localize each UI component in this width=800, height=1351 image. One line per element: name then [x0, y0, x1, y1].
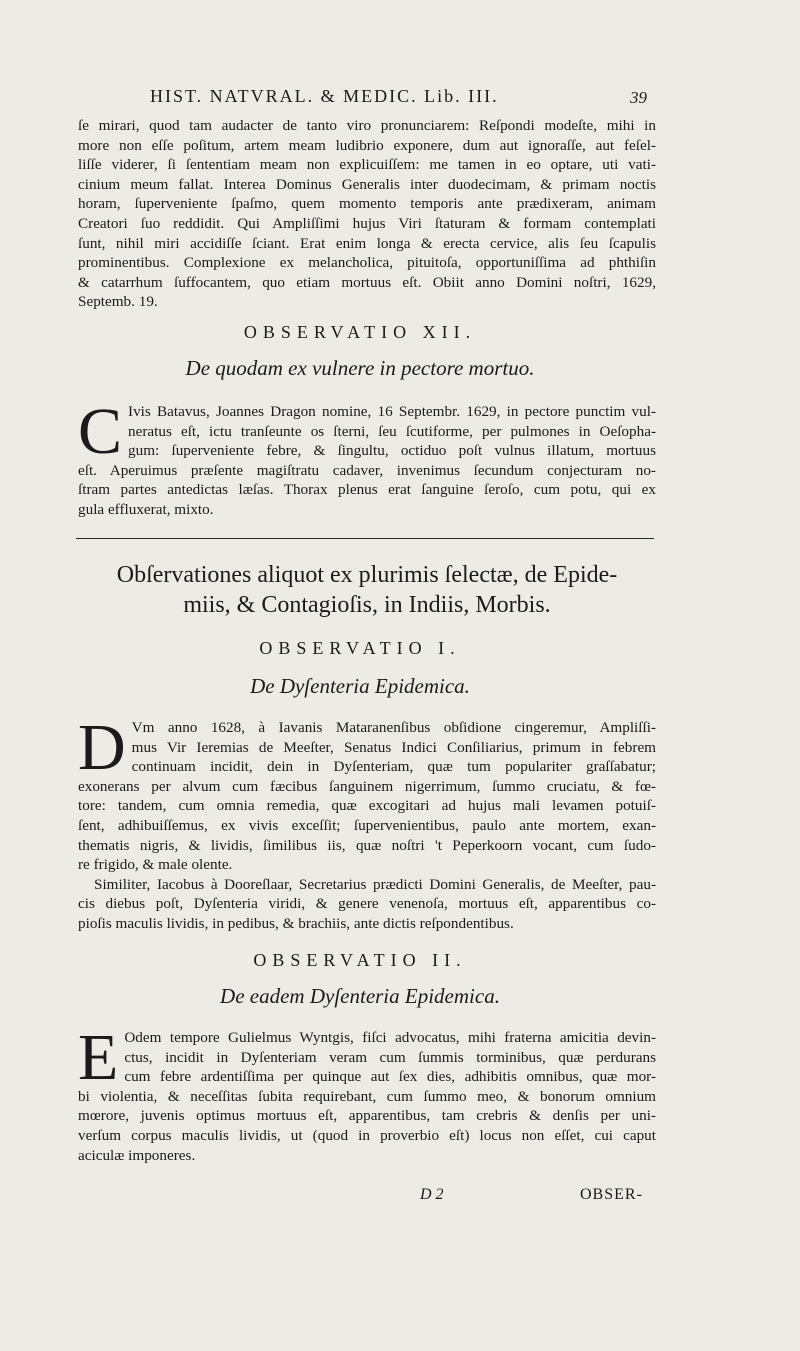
running-head: HIST. NATVRAL. & MEDIC. Lib. III. [150, 86, 499, 106]
text-line: tore: tandem, cum omnia remedia, quæ excogitari ad hujus mali levamen potuiſ- [78, 797, 656, 815]
text-line: liſſe viderer, ſi ſententiam meam non explicuiſſem: me tamen in eo optare, uti vati- [78, 156, 656, 174]
text-line: ſe mirari, quod tam audacter de tanto viro pronunciarem: Reſpondi modeſte, mihi in [78, 117, 656, 134]
text-line: gula effluxerat, mixto. [78, 500, 214, 518]
observation-2-heading: OBSERVATIO II. [253, 950, 467, 970]
text-line: bi violentia, & neceſſitas ſubita requirebant, cum ſummo meo, & bonorum omnium [78, 1087, 656, 1105]
text-line: neratus eſt, ictu tranſeunte os ſterni, ſeu ſcutiforme, per pulmones in Oeſopha- [128, 422, 656, 440]
observation-12-text [78, 395, 656, 520]
text-line: mœrore, juvenis optimus mortuus eſt, apparentibus, tam crebris & denſis per uni- [78, 1107, 656, 1125]
section-title [78, 560, 656, 620]
text-line: aciculæ imponeres. [78, 1146, 196, 1164]
text-line: Ivis Batavus, Joannes Dragon nomine, 16 Septembr. 1629, in pectore punctim vul- [128, 403, 656, 420]
text-line: cum febre ardentiſſima per quinque aut ſex dies, adhibitis omnibus, quæ mor- [124, 1068, 656, 1086]
text-line: eſt. Aperuimus præſente magiſtratu cadaver, invenimus ſecundum conjecturam no- [78, 461, 656, 479]
observation-1-heading: OBSERVATIO I. [259, 638, 461, 658]
text-line: Vm anno 1628, à Iavanis Mataranenſibus obſidione cingeremur, Ampliſſi- [131, 719, 656, 736]
text-line: pioſis maculis lividis, in pedibus, & brachiis, ante dictis reſpondentibus. [78, 914, 514, 932]
text-line: more non eſſe poſitum, artem meam ludibrio exponere, dum aut ignoraſſe, aut feſel- [78, 136, 656, 154]
section-title-line: miis, & Contagioſis, in Indiis, Morbis. [183, 592, 551, 618]
continuation-text [78, 116, 656, 312]
text-line: prominentibus. Complexione ex melancholica, pituitoſa, opportuniſſima ad phthiſin [78, 254, 656, 272]
drop-cap: C [78, 395, 123, 468]
observation-1-title: De Dyſenteria Epidemica. [250, 674, 470, 698]
section-rule [76, 538, 654, 539]
text-line: re frigido, & male olente. [78, 856, 233, 874]
text-line: exonerans per alvum cum fæcibus ſanguinem nigerrimum, ſummo cruciatu, & fœ- [78, 777, 656, 795]
text-line: Similiter, Iacobus à Dooreſlaar, Secretarius prædicti Domini Generalis, de Meeſter, pau- [94, 875, 656, 893]
text-line: mus Vir Ieremias de Meeſter, Senatus Indici Conſiliarius, primum in febrem [131, 738, 656, 756]
text-line: gum: ſuperveniente febre, & ſingultu, octiduo poſt vulnus illatum, mortuus [128, 442, 656, 460]
text-line: continuam incidit, dein in Dyſenteriam, quæ tum populariter graſſabatur; [131, 758, 656, 776]
text-line: & catarrhum ſuffocantem, quo etiam mortuus eſt. Obiit anno Domini noſtri, 1629, [78, 273, 656, 291]
drop-cap: E [78, 1021, 119, 1094]
observation-2-title: De eadem Dyſenteria Epidemica. [220, 984, 500, 1008]
signature-mark: D 2 [420, 1186, 444, 1203]
text-line: Odem tempore Gulielmus Wyntgis, fiſci advocatus, mihi fraterna amicitia devin- [124, 1029, 656, 1046]
text-line: cinium meum fallat. Interea Dominus Generalis inter duodecimam, & primam noctis [78, 175, 656, 193]
text-line: verſum corpus maculis lividis, ut (quod in proverbio eſt) locus non eſſet, cui caput [78, 1126, 656, 1144]
text-line: thematis nigris, & lividis, ſimilibus iis, quæ noſtri 't Peperkoorn vocant, cum ſudo- [78, 836, 656, 854]
text-line: ſtram partes antedictas læſas. Thorax plenus erat ſanguine ſeroſo, cum potu, qui ex [78, 481, 656, 499]
text-line: ctus, incidit in Dyſenteriam veram cum ſummis torminibus, quæ perdurans [124, 1048, 656, 1066]
text-line: horam, ſuperveniente ſpaſmo, quem momento temporis ante prædixeram, animam [78, 195, 656, 213]
observation-1-text [78, 711, 656, 934]
text-line: ſunt, nihil miri accidiſſe ſciant. Erat enim longa & erecta cervice, alis ſeu ſcapulis [78, 234, 656, 252]
observation-12-title: De quodam ex vulnere in pectore mortuo. [185, 356, 535, 380]
text-line: Creatori ſuo reddidit. Qui Ampliſſimi hujus Viri ſtaturam & formam contemplati [78, 214, 656, 232]
drop-cap: D [78, 711, 126, 784]
text-line: ſent, adhibuiſſemus, ex vivis exceſſit; ſupervenientibus, paulo ante mortem, exan- [78, 816, 656, 834]
text-line: Septemb. 19. [78, 293, 158, 311]
section-title-line: Obſervationes aliquot ex plurimis ſelectæ, de Epide- [116, 562, 618, 588]
page-number: 39 [630, 88, 647, 107]
observation-12-heading: OBSERVATIO XII. [243, 322, 477, 342]
observation-2-text [78, 1021, 656, 1165]
text-line: cis diebus poſt, Dyſenteria viridi, & genere venenoſa, mortuus eſt, apparentibus co- [78, 895, 656, 913]
catchword: OBSER- [580, 1186, 643, 1203]
